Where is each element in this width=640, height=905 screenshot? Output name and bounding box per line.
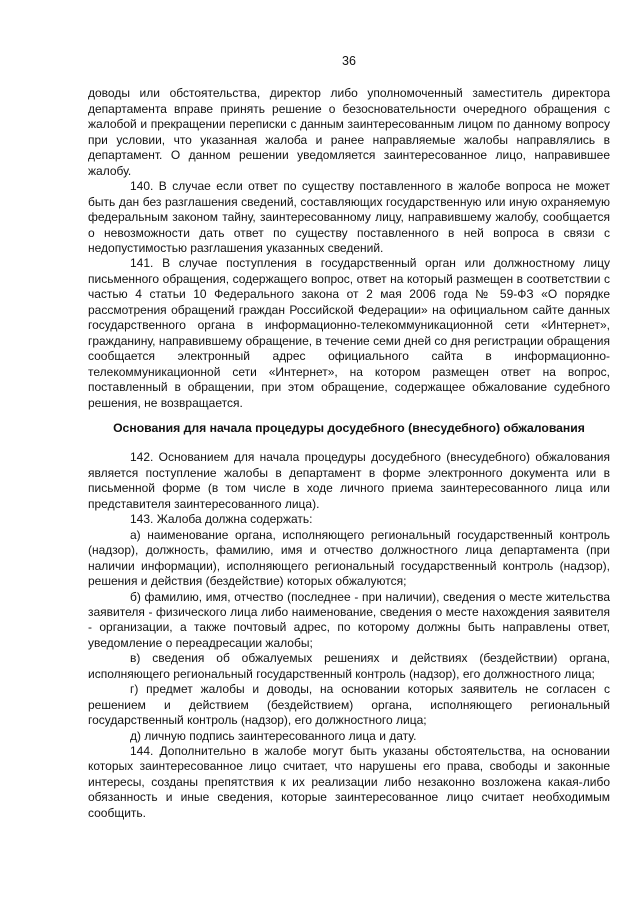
- page-number: 36: [342, 54, 356, 68]
- list-item-d: д) личную подпись заинтересованного лица и дату.: [130, 728, 417, 743]
- document-page: [88, 54, 610, 821]
- list-item-b: б) фамилию, имя, отчество (последнее - при наличии), сведения о месте жительства заявителя - физического лица либо наименование, сведения о месте нахождения заявителя - организации, а также почтовый адрес, по которому должны быть направлены ответ, уведомление о переадресации жалобы;: [88, 589, 610, 650]
- paragraph-continuation: доводы или обстоятельства, директор либо уполномоченный заместитель директора департамента вправе принять решение о безосновательности очередного обращения с жалобой и прекращении переписки с данным заинтересованным лицом по данному вопросу при условии, что указанная жалоба и ранее направляемые жалобы направлялись в департамент. О данном решении уведомляется заинтересованное лицо, направившее жалобу.: [88, 86, 610, 178]
- section-heading: Основания для начала процедуры досудебного (внесудебного) обжалования: [113, 420, 585, 435]
- paragraph-144: 144. Дополнительно в жалобе могут быть указаны обстоятельства, на основании которых заинтересованное лицо считает, что нарушены его права, свободы и законные интересы, созданы препятствия к их реализации либо незаконно возложена какая-либо обязанность и иные сведения, которые заинтересованное лицо считает необходимым сообщить.: [88, 744, 610, 820]
- paragraph-141: 141. В случае поступления в государственный орган или должностному лицу письменного обращения, содержащего вопрос, ответ на который размещен в соответствии с частью 4 статьи 10 Федерального закона от 2 мая 2006 года № 59-ФЗ «О порядке рассмотрения обращений граждан Российской Федерации» на официальном сайте данных государственного органа в информационно-телекоммуникационной сети «Интернет», гражданину, направившему обращение, в течение семи дней со дня регистрации обращения сообщается электронный адрес официального сайта в информационно-телекоммуникационной сети «Интернет», на котором размещен ответ на вопрос, поставленный в обращении, при этом обращение, содержащее обжалование судебного решения, не возвращается.: [88, 256, 610, 410]
- list-item-a: а) наименование органа, исполняющего региональный государственный контроль (надзор), должность, фамилию, имя и отчество должностного лица департамента (при наличии информации), исполняющего региональный государственный контроль (надзор), решения и действия (бездействие) которых обжалуются;: [88, 527, 610, 589]
- list-item-g: г) предмет жалобы и доводы, на основании которых заявитель не согласен с решением и действием (бездействием) органа, исполняющего региональный государственный контроль (надзор), его должностного лица;: [88, 682, 610, 728]
- paragraph-143: 143. Жалоба должна содержать:: [130, 512, 313, 527]
- paragraph-140: 140. В случае если ответ по существу поставленного в жалобе вопроса не может быть дан без разглашения сведений, составляющих государственную или иную охраняемую федеральным законом тайну, заинтересованному лицу, направившему жалобу, сообщается о невозможности дать ответ по существу поставленного в ней вопроса в связи с недопустимостью разглашения указанных сведений.: [88, 179, 610, 255]
- paragraph-142: 142. Основанием для начала процедуры досудебного (внесудебного) обжалования является поступление жалобы в департамент в форме электронного документа или в письменной форме (в том числе в ходе личного приема заинтересованного лица или представителя заинтересованного лица).: [88, 450, 610, 511]
- list-item-v: в) сведения об обжалуемых решениях и действиях (бездействии) органа, исполняющего региональный государственный контроль (надзор), его должностного лица;: [88, 651, 610, 681]
